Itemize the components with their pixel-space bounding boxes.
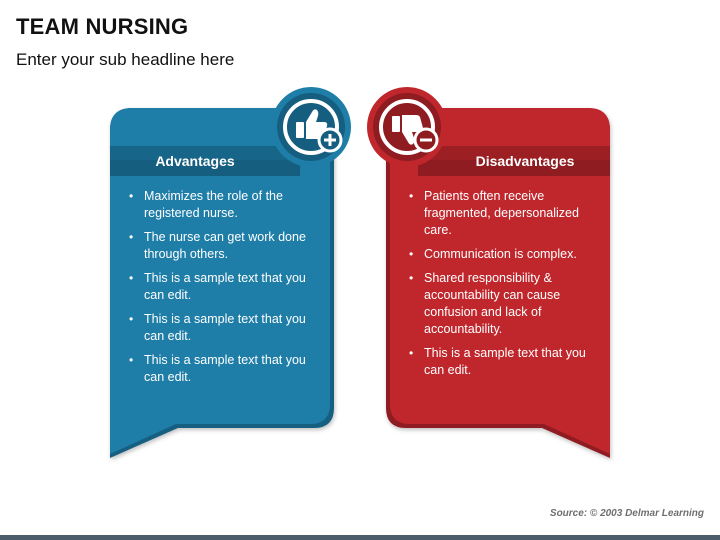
disadvantages-heading: Disadvantages [475, 153, 575, 169]
list-item: • Communication is complex. [404, 246, 600, 263]
page-subtitle: Enter your sub headline here [16, 50, 235, 69]
page-title: TEAM NURSING [16, 14, 189, 39]
advantages-list [124, 188, 320, 393]
bottom-bar [0, 535, 720, 540]
list-item: • This is a sample text that you can edit. [124, 311, 320, 345]
source-citation: Source: © 2003 Delmar Learning [549, 508, 704, 519]
list-item: • Maximizes the role of the registered nurse. [124, 188, 320, 222]
list-item: • Patients often receive fragmented, depersonalized care. [404, 188, 600, 239]
thumbs-down-minus-icon [362, 82, 452, 172]
list-item: • This is a sample text that you can edit. [124, 270, 320, 304]
list-item: • This is a sample text that you can edit. [404, 345, 600, 379]
advantages-heading: Advantages [155, 153, 235, 169]
list-item: • The nurse can get work done through others. [124, 229, 320, 263]
disadvantages-list [404, 188, 600, 386]
list-item: • Shared responsibility & accountability can cause confusion and lack of accountability. [404, 270, 600, 338]
list-item: • This is a sample text that you can edit. [124, 352, 320, 386]
